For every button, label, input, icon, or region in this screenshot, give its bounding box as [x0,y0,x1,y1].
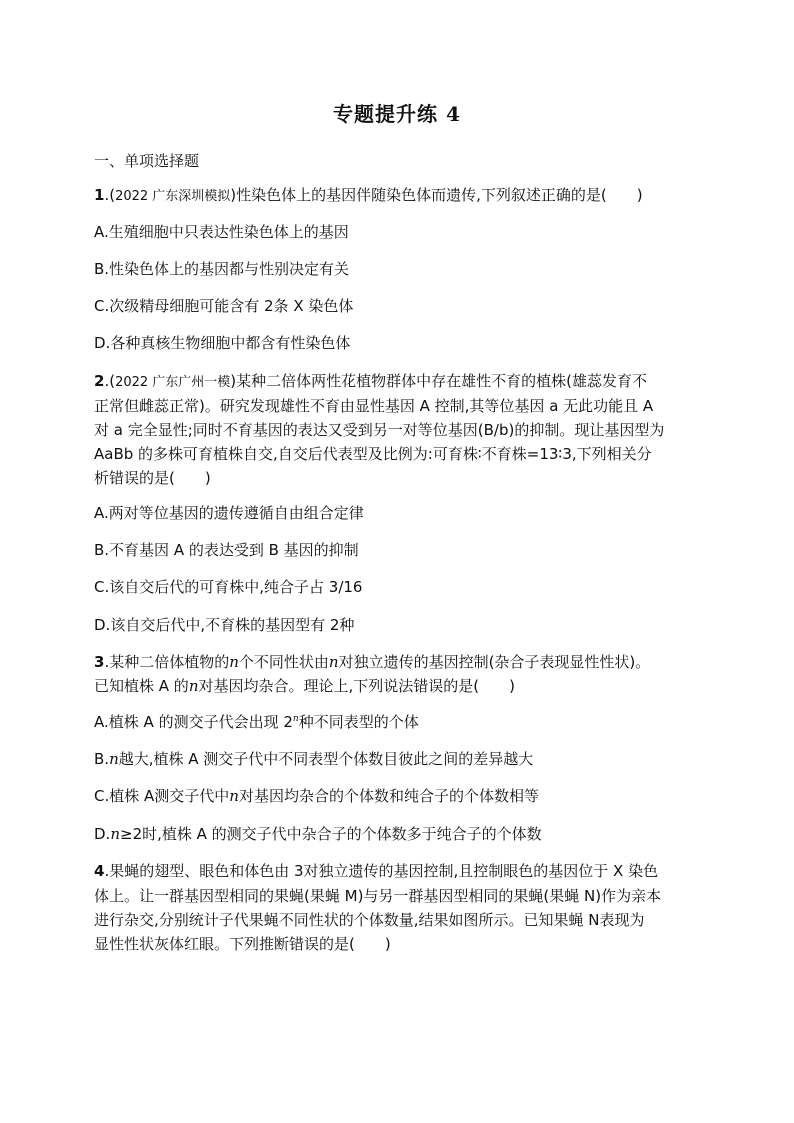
question-number: 1 [94,186,105,204]
option-text: B. [94,750,110,768]
option-text: 种不同表型的个体 [298,713,419,731]
question-3-option-a [94,712,419,732]
question-3-text: 个不同性状由 [238,653,329,671]
section-heading: 一、单项选择题 [94,152,200,170]
question-3-text: 对独立遗传的基因控制(杂合子表现显性性状)。 [338,653,651,671]
question-4-stem-line: 显性性状灰体红眼。下列推断错误的是( ) [94,935,391,953]
variable-n: n [229,787,239,805]
question-3-text: 对基因均杂合。理论上,下列说法错误的是( ) [198,677,515,695]
option-text: C.植株 A测交子代中 [94,787,230,805]
question-3-option-c [94,786,539,806]
question-number: 2 [94,372,105,390]
variable-n: n [109,750,119,768]
question-1-option-d: D.各种真核生物细胞中都含有性染色体 [94,334,351,352]
option-text: 越大,植株 A 测交子代中不同表型个体数目彼此之间的差异越大 [118,750,534,768]
variable-n: n [328,653,339,671]
question-2-stem-line: 正常但雌蕊正常)。研究发现雄性不育由显性基因 A 控制,其等位基因 a 无此功能且 A [94,397,654,415]
question-3-text: .某种二倍体植物的 [104,653,230,671]
question-2-option-d: D.该自交后代中,不育株的基因型有 2种 [94,616,355,634]
question-4-stem [94,861,658,881]
question-2-stem-line: AaBb 的多株可育植株自交,自交后代表型及比例为:可育株∶不育株=13∶3,下列相关分 [94,445,652,463]
option-text: A.植株 A 的测交子代会出现 2 [94,713,293,731]
question-4-stem-line: 进行杂交,分别统计子代果蝇不同性状的个体数量,结果如图所示。已知果蝇 N表现为 [94,911,645,929]
question-3-text: 已知植株 A 的 [94,677,189,695]
question-number: 4 [94,862,105,880]
question-2-option-a: A.两对等位基因的遗传遵循自由组合定律 [94,504,364,522]
question-4-text: .果蝇的翅型、眼色和体色由 3对独立遗传的基因控制,且控制眼色的基因位于 X 染色 [104,862,659,880]
question-2-stem-line: 析错误的是( ) [94,469,211,487]
option-text: ≥2时,植株 A 的测交子代中杂合子的个体数多于纯合子的个体数 [120,825,542,843]
question-1-option-c: C.次级精母细胞可能含有 2条 X 染色体 [94,297,354,315]
option-text: D. [94,825,111,843]
question-2-stem-line: 对 a 完全显性;同时不育基因的表达又受到另一对等位基因(B/b)的抑制。现让基因型为 [94,421,665,439]
question-1-source: 2022 广东深圳模拟 [115,189,231,204]
question-1-prefix: .( [104,186,116,204]
question-number: 3 [94,653,105,671]
question-2-prefix: .( [104,372,116,390]
question-3-option-b [94,749,533,769]
question-1-text: )性染色体上的基因伴随染色体而遗传,下列叙述正确的是( ) [230,186,643,204]
variable-n: n [229,653,239,671]
exponent-n: n [292,714,299,724]
option-text: 对基因均杂合的个体数和纯合子的个体数相等 [238,787,539,805]
question-3-stem-line [94,676,515,696]
variable-n: n [188,677,199,695]
question-2-text: )某种二倍体两性花植物群体中存在雄性不育的植株(雄蕊发育不 [230,372,647,390]
question-2-option-b: B.不育基因 A 的表达受到 B 基因的抑制 [94,541,359,559]
question-1-stem [94,185,643,207]
question-2-stem [94,371,647,393]
question-1-option-a: A.生殖细胞中只表达性染色体上的基因 [94,223,349,241]
page-title: 专题提升练 4 [333,102,461,126]
question-4-stem-line: 体上。让一群基因型相同的果蝇(果蝇 M)与另一群基因型相同的果蝇(果蝇 N)作为亲本 [94,887,662,905]
variable-n: n [110,825,120,843]
question-2-source: 2022 广东广州一模 [115,375,231,390]
question-3-option-d [94,824,542,844]
question-3-stem [94,652,650,672]
question-1-option-b: B.性染色体上的基因都与性别决定有关 [94,260,350,278]
question-2-option-c: C.该自交后代的可育株中,纯合子占 3/16 [94,578,363,596]
